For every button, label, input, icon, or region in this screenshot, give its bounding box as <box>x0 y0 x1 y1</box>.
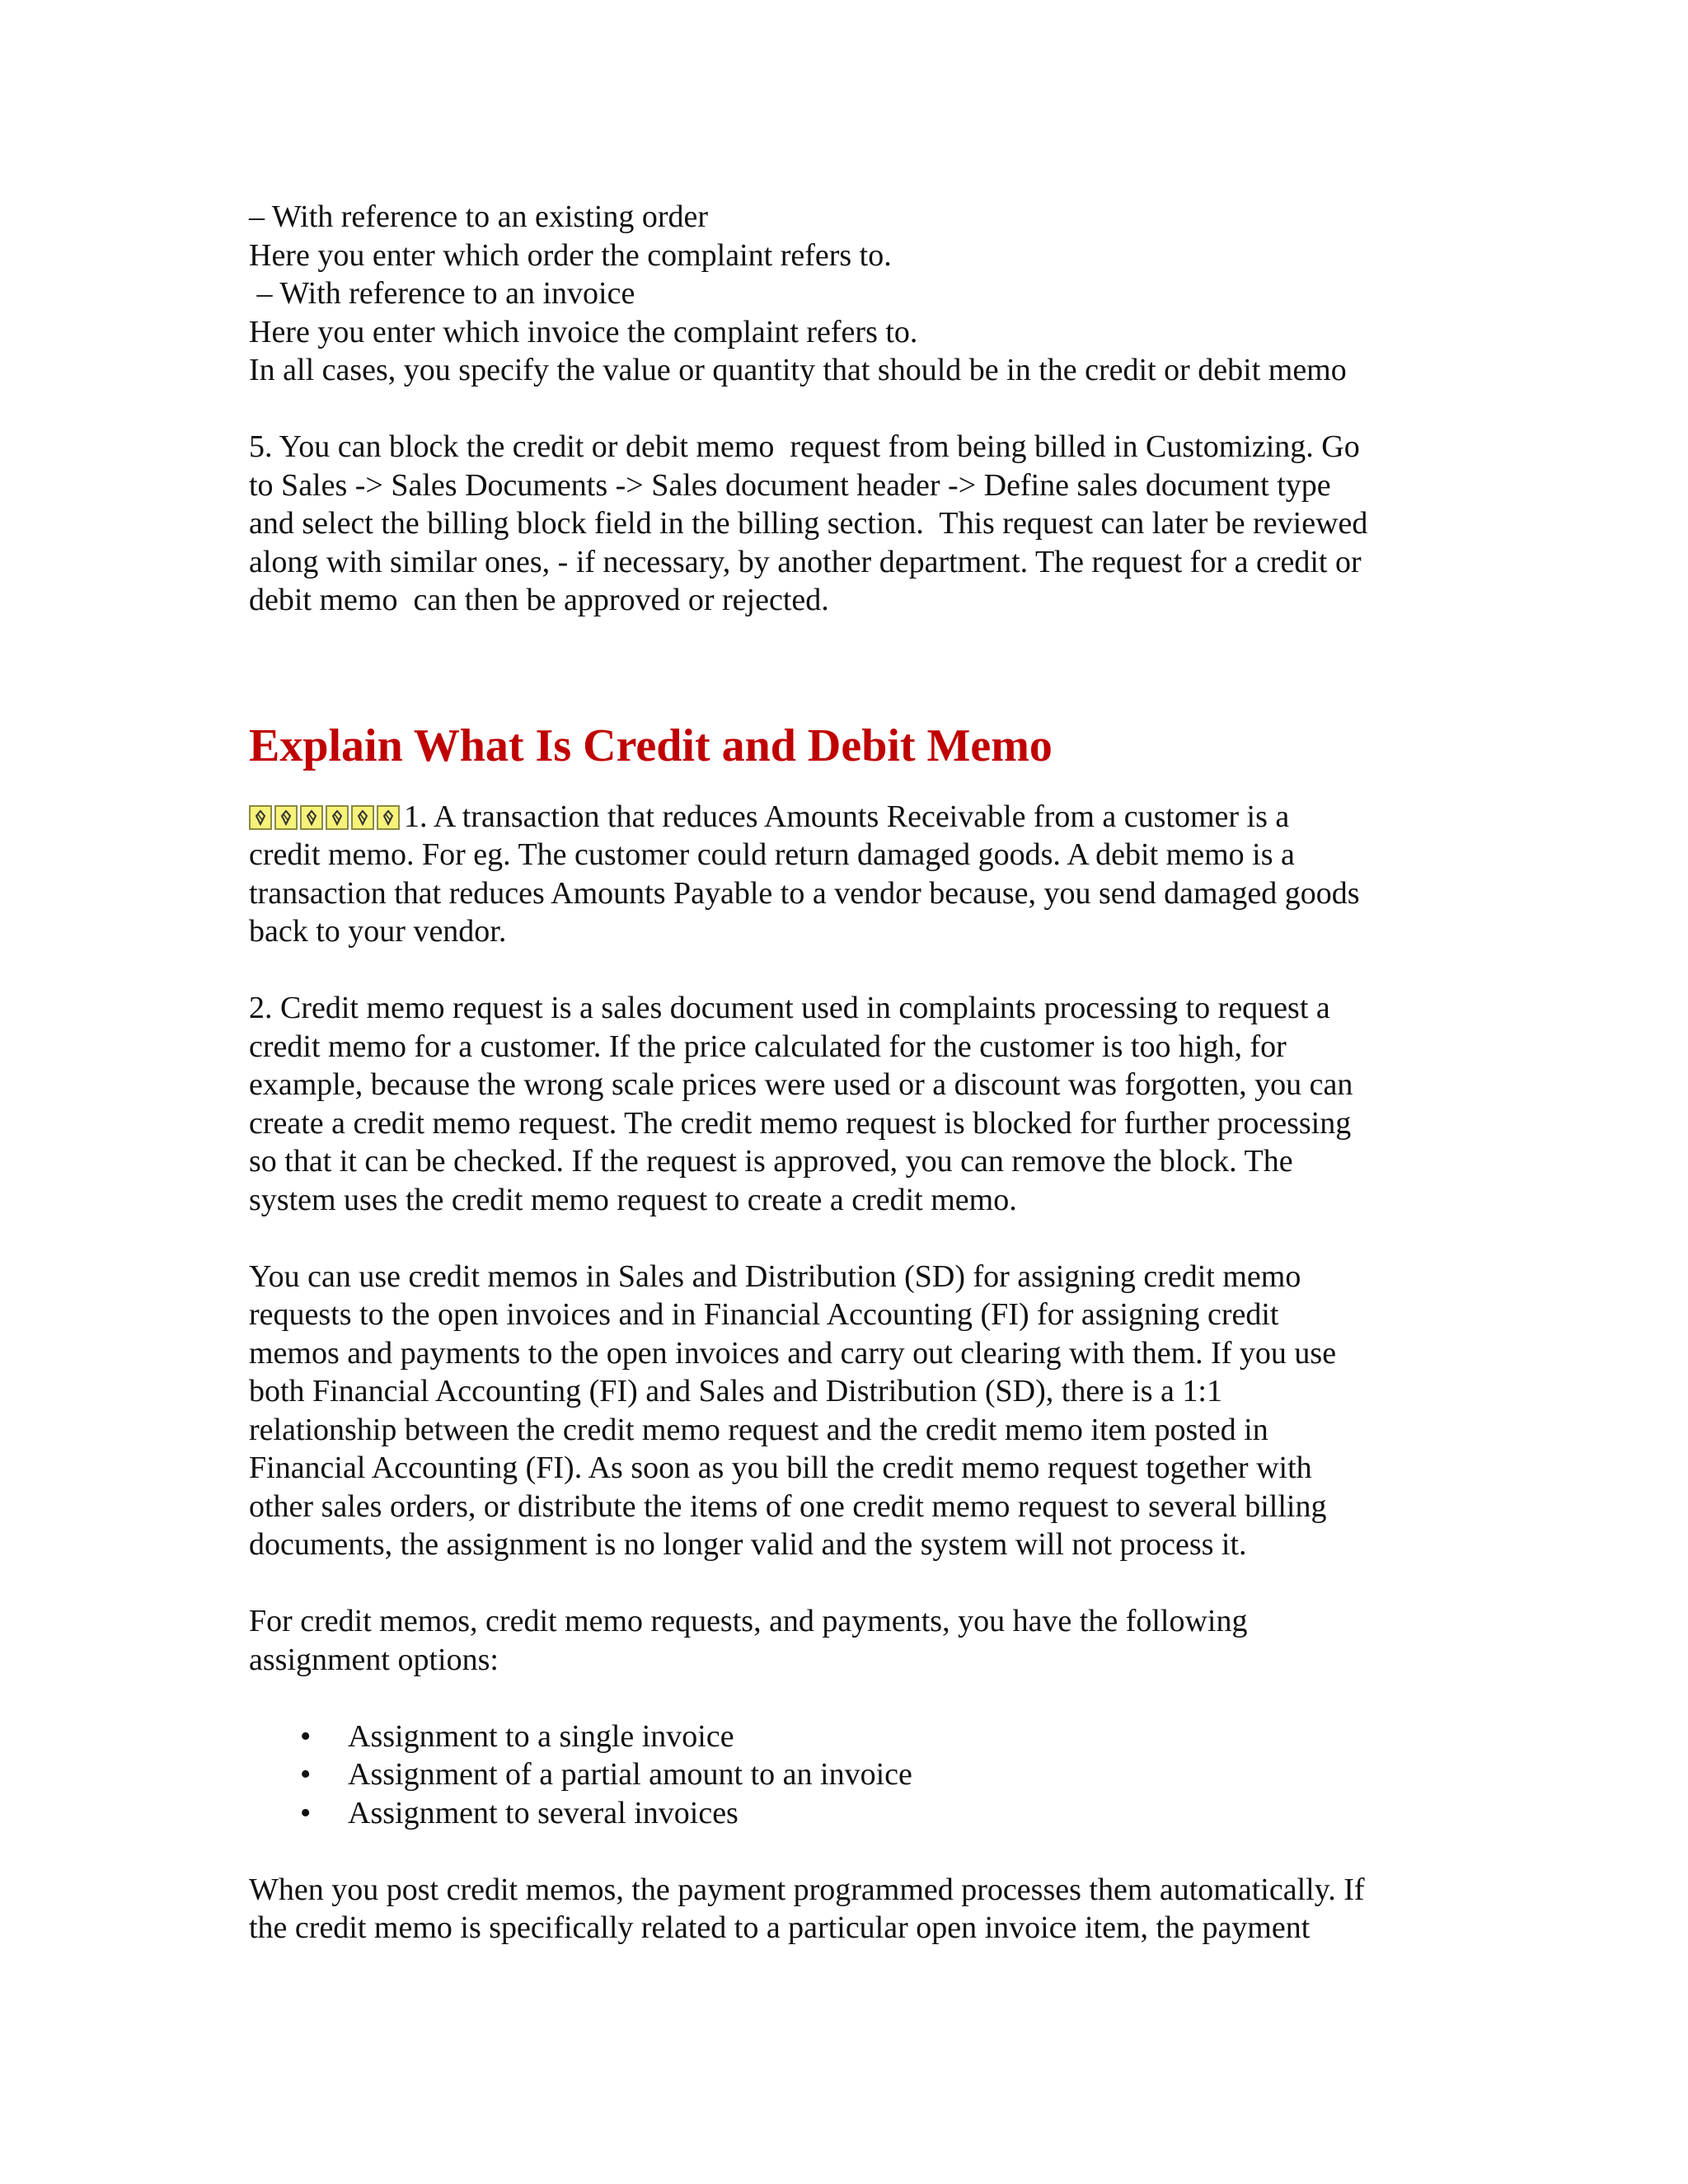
text-line: the credit memo is specifically related to a particular open invoice item, the payment <box>249 1910 1311 1945</box>
text-line: 2. Credit memo request is a sales document used in complaints processing to request a <box>249 991 1330 1025</box>
text-line: 5. You can block the credit or debit memo request from being billed in Customizing. Go <box>249 429 1360 464</box>
star-icon[interactable] <box>274 805 298 830</box>
spacer <box>249 951 1469 990</box>
text-line: other sales orders, or distribute the items of one credit memo request to several billing <box>249 1488 1327 1524</box>
text-line: For credit memos, credit memo requests, and payments, you have the following <box>249 1604 1248 1638</box>
reference-options-block <box>249 198 1469 390</box>
star-icon[interactable] <box>249 805 272 830</box>
text-line: debit memo can then be approved or rejected. <box>249 583 829 617</box>
paragraph-4 <box>249 1602 1469 1679</box>
text-line: and select the billing block field in the billing section. This request can later be reviewed <box>249 506 1368 541</box>
spacer <box>249 1832 1469 1871</box>
text-line: both Financial Accounting (FI) and Sales and Distribution (SD), there is a 1:1 <box>249 1374 1222 1408</box>
text-line: example, because the wrong scale prices were used or a discount was forgotten, you can <box>249 1067 1353 1102</box>
text-line: 1. A transaction that reduces Amounts Receivable from a customer is a <box>404 799 1290 834</box>
text-line: Financial Accounting (FI). As soon as you bill the credit memo request together with <box>249 1451 1312 1485</box>
paragraph-3 <box>249 1258 1469 1564</box>
list-item: • Assignment to a single invoice <box>348 1718 1469 1756</box>
section-heading: Explain What Is Credit and Debit Memo <box>249 719 1053 771</box>
text-line: In all cases, you specify the value or quantity that should be in the credit or debit memo <box>249 353 1347 387</box>
spacer <box>249 620 1469 717</box>
star-icon[interactable] <box>326 805 349 830</box>
text-line: to Sales -> Sales Documents -> Sales document header -> Define sales document type <box>249 467 1331 503</box>
spacer <box>249 1219 1469 1258</box>
text-line: You can use credit memos in Sales and Distribution (SD) for assigning credit memo <box>249 1258 1301 1294</box>
text-line: along with similar ones, - if necessary, by another department. The request for a credit or <box>249 544 1362 579</box>
text-line: – With reference to an invoice <box>249 276 635 311</box>
text-line: Here you enter which order the complaint refers to. <box>249 237 892 273</box>
assignment-options-list <box>249 1718 1469 1833</box>
list-item: • Assignment of a partial amount to an invoice <box>348 1755 1469 1794</box>
text-line: – With reference to an existing order <box>249 199 708 234</box>
paragraph-5 <box>249 1871 1469 1947</box>
rating-stars[interactable] <box>249 805 402 830</box>
text-line: back to your vendor. <box>249 914 507 949</box>
star-icon[interactable] <box>351 805 374 830</box>
spacer <box>249 1679 1469 1718</box>
paragraph-1 <box>249 798 1469 951</box>
step-5-paragraph <box>249 428 1469 620</box>
spacer <box>249 1564 1469 1603</box>
list-item: • Assignment to several invoices <box>348 1794 1469 1833</box>
text-line: credit memo. For eg. The customer could return damaged goods. A debit memo is a <box>249 837 1295 872</box>
star-icon[interactable] <box>300 805 323 830</box>
text-line <box>249 798 1469 837</box>
star-icon[interactable] <box>377 805 400 830</box>
text-line: requests to the open invoices and in Financial Accounting (FI) for assigning credit <box>249 1297 1279 1332</box>
text-line: documents, the assignment is no longer valid and the system will not process it. <box>249 1527 1247 1562</box>
text-line: memos and payments to the open invoices and carry out clearing with them. If you use <box>249 1335 1337 1371</box>
text-line: so that it can be checked. If the request is approved, you can remove the block. The <box>249 1144 1293 1179</box>
text-line: transaction that reduces Amounts Payable to a vendor because, you send damaged goods <box>249 875 1360 911</box>
text-line: When you post credit memos, the payment programmed processes them automatically. If <box>249 1872 1365 1907</box>
text-line: create a credit memo request. The credit memo request is blocked for further processing <box>249 1105 1352 1141</box>
paragraph-2 <box>249 989 1469 1219</box>
spacer <box>249 390 1469 429</box>
text-line: credit memo for a customer. If the price calculated for the customer is too high, for <box>249 1029 1287 1064</box>
text-line: relationship between the credit memo request and the credit memo item posted in <box>249 1412 1268 1447</box>
document-page <box>249 198 1469 1947</box>
text-line: assignment options: <box>249 1642 499 1677</box>
text-line: Here you enter which invoice the complaint refers to. <box>249 314 918 349</box>
text-line: system uses the credit memo request to create a credit memo. <box>249 1182 1017 1217</box>
